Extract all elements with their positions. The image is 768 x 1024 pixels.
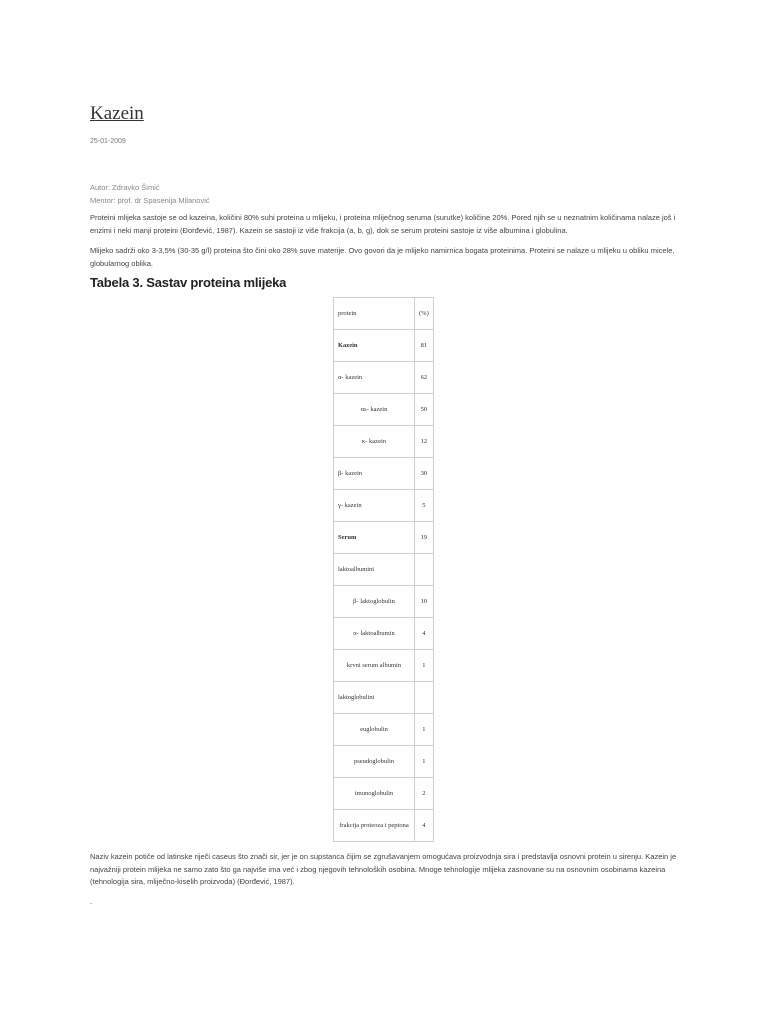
intro-paragraph: Proteini mlijeka sastoje se od kazeina, količini 80% suhi proteina u mlijeku, i proteina mliječnog seruma (surutke) količine 20%. Pored njih se u neznatnim količinama nalaze još i enzimi i neki manji proteini (Đorđević, 1987). Kazein se sastoji iz više frakcija (a, b, g), dok se serum proteini sastoje iz više albumina i globulina. bbox=[90, 213, 676, 235]
row-name: frakcija proteoza i peptona bbox=[334, 810, 415, 842]
row-name: α- kazein bbox=[334, 362, 415, 394]
table-row bbox=[334, 714, 434, 746]
row-value: 50 bbox=[415, 394, 434, 426]
row-name: laktoglobulini bbox=[334, 682, 415, 714]
row-value bbox=[415, 554, 434, 586]
table-row bbox=[334, 362, 434, 394]
row-value: 4 bbox=[415, 810, 434, 842]
header-protein: protein bbox=[334, 298, 415, 330]
row-value: 4 bbox=[415, 618, 434, 650]
row-value: 19 bbox=[415, 522, 434, 554]
row-name: Serum bbox=[334, 522, 415, 554]
table-row bbox=[334, 554, 434, 586]
row-value: 62 bbox=[415, 362, 434, 394]
table-row bbox=[334, 618, 434, 650]
table-row bbox=[334, 682, 434, 714]
row-value: 12 bbox=[415, 426, 434, 458]
row-value: 81 bbox=[415, 330, 434, 362]
protein-composition-table bbox=[333, 297, 434, 842]
row-name: γ- kazein bbox=[334, 490, 415, 522]
row-name: laktoalbumini bbox=[334, 554, 415, 586]
table-row bbox=[334, 426, 434, 458]
row-name: imunoglobulin bbox=[334, 778, 415, 810]
row-name: pseudoglobulin bbox=[334, 746, 415, 778]
mentor-line: Mentor: prof. dr Spasenija Milanović bbox=[90, 196, 210, 205]
row-name: euglobulin bbox=[334, 714, 415, 746]
table-row bbox=[334, 394, 434, 426]
table-row bbox=[334, 490, 434, 522]
trailing-text: . bbox=[90, 897, 93, 906]
table-row bbox=[334, 586, 434, 618]
row-value: 1 bbox=[415, 746, 434, 778]
protein-content-paragraph: Mlijeko sadrži oko 3-3,5% (30-35 g/l) proteina što čini oko 28% suve materije. Ovo govori da je mlijeko namirnica bogata proteinima. Proteini se nalaze u mlijeku u obliku micele, globularnog oblika. bbox=[90, 246, 675, 268]
table-row bbox=[334, 458, 434, 490]
table-heading: Tabela 3. Sastav proteina mlijeka bbox=[90, 275, 287, 290]
row-name: Kazein bbox=[334, 330, 415, 362]
header-percent: (%) bbox=[415, 298, 434, 330]
table-row bbox=[334, 778, 434, 810]
row-name: krvni serum albumin bbox=[334, 650, 415, 682]
row-value bbox=[415, 682, 434, 714]
row-value: 1 bbox=[415, 714, 434, 746]
row-value: 10 bbox=[415, 586, 434, 618]
row-value: 5 bbox=[415, 490, 434, 522]
etymology-paragraph: Naziv kazein potiče od latinske riječi caseus što znači sir, jer je on supstanca čijim se zgrušavanjem omogućava proizvodnja sira i predstavlja osnovni protein u sirenju. Kazein je najvažniji protein mlijeka ne samo zato što ga najviše ima već i zbog njegovih tehnoloških osobina. Mnoge tehnologije mlijeka zasnovane su na osnovnim osobinama kazeina (tehnologija sira, mliječno-kiselih proizvoda) (Đorđević, 1987). bbox=[90, 852, 677, 886]
publish-date: 25-01-2009 bbox=[90, 138, 126, 145]
row-name: β- laktoglobulin bbox=[334, 586, 415, 618]
row-value: 1 bbox=[415, 650, 434, 682]
table-row bbox=[334, 650, 434, 682]
row-name: αs- kazein bbox=[334, 394, 415, 426]
table-row bbox=[334, 810, 434, 842]
table-row bbox=[334, 522, 434, 554]
table-row bbox=[334, 330, 434, 362]
row-value: 30 bbox=[415, 458, 434, 490]
table-row bbox=[334, 746, 434, 778]
row-name: β- kazein bbox=[334, 458, 415, 490]
table-header-row bbox=[334, 298, 434, 330]
author-line: Autor: Zdravko Šimić bbox=[90, 183, 160, 192]
row-name: α- laktoalbumin bbox=[334, 618, 415, 650]
row-value: 2 bbox=[415, 778, 434, 810]
page-title[interactable]: Kazein bbox=[90, 103, 144, 124]
row-name: κ- kazein bbox=[334, 426, 415, 458]
